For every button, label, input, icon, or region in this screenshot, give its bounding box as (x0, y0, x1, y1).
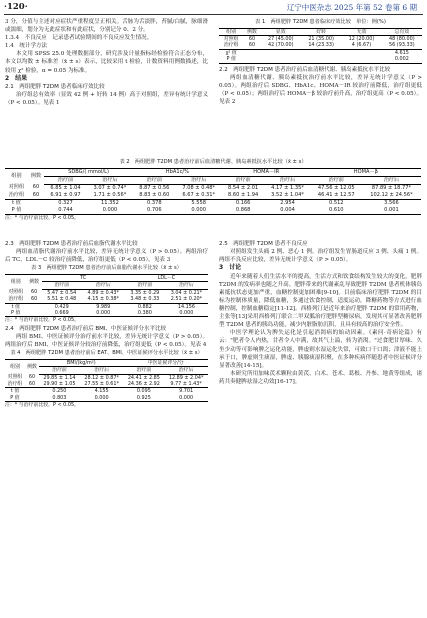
paragraph: 治疗组总有效率（显效 42 例 + 好转 14 例）高于对照组，差异有统计学意义（P < 0.05）。见表 1 (5, 92, 208, 107)
table-cell: 对照组 (8, 289, 24, 296)
table-row (5, 199, 421, 207)
table-cell: 0.380 (125, 310, 165, 317)
table-header: 无效 (341, 28, 381, 35)
table-cell: P 值 (5, 207, 28, 215)
table-cell: 0.882 (137, 303, 152, 310)
table-header: 治疗前 (42, 282, 82, 289)
table-cell: 治疗组 (219, 42, 243, 49)
table-cell: 4.17 ± 1.35* (271, 184, 304, 191)
table-row (5, 289, 208, 296)
table-header: 好转 (301, 28, 341, 35)
table-cell: 0.327 (58, 199, 73, 206)
section-heading: 3 讨论 (219, 264, 242, 272)
table-cell: 3.566 (384, 199, 399, 206)
table-cell: 5.558 (191, 199, 207, 206)
table-header: 治疗后 (164, 367, 208, 374)
table-cell: 0.706 (133, 207, 176, 215)
table-cell: 42 (70.00) (261, 42, 301, 49)
table-cell: χ² 值 (225, 49, 237, 56)
table-row (5, 192, 421, 200)
table-row (5, 374, 208, 381)
table-cell: 对照组 (7, 374, 23, 381)
table-header: TC (42, 274, 125, 281)
table-cell: 24.41 ± 2.85 (127, 374, 160, 381)
table-cell: 8.60 ± 1.94 (222, 192, 265, 200)
table-cell: 0.378 (147, 199, 162, 206)
table-header: 显效 (261, 28, 301, 35)
table-header: 组别 (219, 28, 243, 35)
table-cell: 9.701 (179, 388, 194, 395)
table-cell: 0.803 (39, 395, 80, 402)
table-row (5, 310, 208, 317)
table-cell: 11.352 (100, 199, 119, 206)
table-cell: 2.51 ± 0.20* (165, 296, 208, 303)
subsection-heading: 2.5 两组肥胖 T2DM 患者不良反应 (219, 241, 308, 247)
table-cell: 0.000 (87, 207, 133, 215)
table-header: 治疗后 (82, 282, 125, 289)
table-header: 治疗前 (311, 176, 362, 184)
table-cell: 3.35 ± 0.29 (130, 289, 160, 296)
table-header: 治疗后 (80, 367, 124, 374)
table-cell: P 值 (5, 395, 25, 402)
subsection-heading: 2.3 两组肥胖 T2DM 患者治疗前后血脂代谢水平比较 (5, 241, 138, 247)
table-cell: 0.669 (42, 310, 82, 317)
right-column-top (219, 18, 422, 106)
table-row (219, 36, 422, 43)
table-cell: 0.000 (164, 395, 208, 402)
table-cell: 21 (35.00) (308, 36, 334, 42)
table-header: BMI/(kg/m²) (39, 359, 123, 366)
table-header: LDL－C (125, 274, 208, 281)
table-header: 治疗后 (265, 176, 311, 184)
table-cell: 12.89 ± 2.04* (168, 374, 204, 381)
paragraph: 两组血清脂代谢治疗前水平比较，差异无统计学意义（P > 0.05）。两组治疗后 TC、LDL－C 较治疗前降低，治疗组更低（P < 0.05）。见表 3 (5, 249, 208, 264)
table-cell (27, 310, 42, 317)
table-cell: 治疗组 (5, 296, 27, 303)
table-row (5, 395, 208, 402)
table-cell: 5.47 ± 0.54 (47, 289, 77, 296)
table-cell: 0.744 (44, 207, 87, 215)
table-cell: 0.166 (235, 199, 251, 206)
subsection-heading: 2.4 两组肥胖 T2DM 患者治疗前后 BMI、中医证候评分水平比较 (5, 325, 166, 332)
table-row (5, 381, 208, 388)
table-cell: 12 (20.00) (348, 36, 375, 42)
table-cell: 0.429 (54, 303, 69, 310)
table-cell: 47.56 ± 12.05 (317, 184, 355, 191)
table-cell: P 值 (5, 310, 27, 317)
table-cell: 14.156 (177, 303, 195, 310)
table-header: 例数 (28, 168, 44, 184)
table-row (219, 49, 422, 56)
table-2-block (5, 158, 421, 222)
table-cell: 0.868 (222, 207, 265, 215)
table-cell: 8.54 ± 2.01 (228, 184, 259, 191)
table-cell: 4.615 (394, 49, 409, 56)
table-cell (25, 388, 39, 395)
paragraph: 本研究所用加味芪术颗粒由黄芪、白术、苍术、葛根、丹参、地黄等组成，诸药共奏健脾祛湿之功效[16-17]。 (219, 370, 422, 385)
table-4 (5, 359, 208, 402)
table-header: 例数 (27, 274, 42, 289)
table-cell: 29.90 ± 1.05 (39, 381, 80, 388)
table-header: SDBG/( mmol/L) (44, 168, 133, 176)
table-header: 例数 (25, 359, 39, 374)
table-cell: 对照组 (8, 184, 25, 191)
table-2 (5, 168, 421, 215)
table-note: 注：* 与治疗前比较，P < 0.05。 (5, 317, 79, 324)
table-header: 治疗后 (165, 282, 208, 289)
table-cell: 46.41 ± 12.57 (311, 192, 362, 200)
table-cell: 治疗组 (5, 192, 28, 200)
table-cell: 60 (27, 296, 42, 303)
table-cell: 0.925 (123, 395, 164, 402)
table-header: 治疗后 (362, 176, 421, 184)
table-1 (219, 28, 422, 64)
table-note: 注：* 与治疗前比较，P < 0.05。 (5, 214, 79, 221)
table-cell: 3.04 ± 0.21* (170, 289, 203, 296)
table-cell: 对照组 (223, 36, 239, 42)
table-header: HbA1c/% (133, 168, 222, 176)
table-header: 组别 (5, 168, 28, 184)
table-header: 治疗后 (176, 176, 222, 184)
table-cell: 0.000 (176, 207, 222, 215)
table-header: 治疗前 (39, 367, 80, 374)
table-header: 例数 (243, 28, 260, 35)
table-cell: 7.08 ± 0.48* (182, 184, 216, 191)
table-row (5, 388, 208, 395)
table-cell: 27.55 ± 0.61* (80, 381, 124, 388)
header-rule (4, 14, 423, 15)
table-cell: 60 (243, 42, 260, 49)
table-cell: 1.71 ± 0.56* (87, 192, 133, 200)
table-cell: 4.15 ± 0.38* (82, 296, 125, 303)
table-cell: 0.250 (52, 388, 67, 395)
table-cell: 0.001 (362, 207, 421, 215)
table-header: 治疗后 (87, 176, 133, 184)
table-cell: 48 (80.00) (389, 36, 415, 42)
left-column-bottom (5, 240, 208, 410)
table-cell: 87.89 ± 18.77* (371, 184, 412, 191)
table-cell (25, 395, 39, 402)
table-cell: 3.07 ± 0.74* (93, 184, 127, 191)
table-header: HOMA－IR (222, 168, 311, 176)
table-cell: 60 (28, 374, 36, 381)
table-caption: 表 4 两组肥胖 T2DM 患者治疗前后 EAT、BMI、中医证候评分水平比较（x̄ ± s） (10, 350, 203, 357)
table-cell: 4.89 ± 0.43* (87, 289, 119, 296)
table-row (5, 296, 208, 303)
table-cell: 0.095 (136, 388, 151, 395)
table-cell: 60 (31, 289, 38, 296)
table-cell: 0.004 (265, 207, 311, 215)
table-header: 治疗前 (44, 176, 87, 184)
paragraph: 两组血清糖代谢、胰岛素抵抗治疗前水平比较，差异无统计学意义（P > 0.05）。两组治疗后 SDBG、HbA1c、HOMA－IR 较治疗前降低，治疗组更低（P < 0.05）；两组治疗后 HOMA－β 较治疗前升高，治疗组更高（P < 0.05）。见表 2 (219, 74, 422, 105)
subsection-heading: 1.4 统计学方法 (5, 43, 48, 50)
table-cell: 28.12 ± 0.87* (84, 374, 119, 381)
table-cell: 0.000 (80, 395, 124, 402)
table-cell: t 值 (12, 199, 21, 206)
table-cell: 0.512 (328, 199, 344, 206)
table-cell: 6.85 ± 1.04 (50, 184, 81, 191)
table-cell: 29.85 ± 1.14 (43, 374, 76, 381)
paragraph: 对照组发生头痛 2 例、恶心 1 例。治疗组发生胃肠道反应 3 例、头痛 1 例。两组不良反应比较，差异无统计学意义（P > 0.05）。 (219, 249, 422, 264)
paragraph: 1.3.4 不良反应 记录患者试验期间的不良反应发生情况。 (5, 35, 153, 42)
right-column-bottom (219, 240, 422, 386)
table-3 (5, 274, 208, 317)
paragraph: 3 分，分值与主述对应症状严重程度呈正相关。舌脉为舌淡胖，苔腻/白腻，脉细滑或濡细，划分为无此症状和有此症状，分别记分 0、2 分。 (5, 19, 208, 34)
table-header: 治疗前 (125, 282, 165, 289)
subsection-heading: 2.2 两组肥胖 T2DM 患者治疗前后血清糖代谢、胰岛素抵抗水平比较 (219, 66, 391, 73)
subsection-heading: 2.1 两组肥胖 T2DM 患者临床疗效比较 (5, 84, 105, 91)
table-cell: 102.12 ± 24.56* (362, 192, 421, 200)
table-cell: 60 (32, 184, 40, 191)
table-cell: 60 (248, 36, 256, 42)
table-cell: 8.87 ± 0.56 (139, 184, 170, 191)
table-header: 治疗前 (222, 176, 265, 184)
table-row (5, 184, 421, 192)
page-number: ·120· (4, 2, 28, 12)
paragraph: 近年来随着人们生活水平的提高，生活方式和饮食结构发生较大的变化，肥胖 T2DM 的发病率也随之升高。肥胖带来的代谢紊乱导致肥胖 T2DM 患者机体胰岛素抵抗状态更加严重，血糖控制更加困难[9-10]。目前临床治疗肥胖 T2DM 的目标为控制体质量，降低血糖，多通过饮食控制，适度运动，降糖药物等方式进行血糖控制，控制血糖稳定[11-12]。西格列汀是近年来治疗肥胖 T2DM 的常用药物，主张等[13]采用西格列汀联合二甲双胍治疗肥胖型糖尿病，发现其可显著改善肥胖型 T2DM 患者的胰岛功能，减少内脏脂肪沉积，且具有较高的治疗安全性。 (219, 273, 422, 329)
table-cell: P 值 (219, 56, 243, 63)
table-header: 治疗前 (133, 176, 176, 184)
table-cell: 14 (23.33) (301, 42, 341, 49)
table-caption: 表 1 两组肥胖 T2DM 患者临床疗效比较 单位：例(%) (255, 19, 386, 25)
paragraph: 中医学理论认为脾失运化是引起消渴病的始动因素。《素问·奇病论篇》有云："肥者令人内热，甘者令人中满，故其气上溢，转为消渴。"过食肥甘厚味、久坐少动等可影响脾之运化功能，脾虚则水湿运化失常，可致口干口渴；津液不能上承于口，脾虚则生痰湿，脾虚、胰腺痰湿积聚，在多种疾病伴随患者中医证候评分显著改善[14-15]。 (219, 330, 422, 369)
left-column-top (5, 18, 208, 107)
table-cell: 8.83 ± 0.60 (133, 192, 176, 200)
paragraph: 两组 BMI、中医证候评分治疗前水平比较，差异无统计学意义（P > 0.05）。两组治疗后 BMI、中医证候评分较治疗前降低，治疗组更低（P < 0.05）。见表 4 (5, 334, 208, 349)
table-header: 总有效 (382, 28, 422, 35)
table-row (5, 303, 208, 310)
table-cell: t 值 (10, 388, 20, 395)
table-cell: 3.52 ± 1.04* (265, 192, 311, 200)
table-cell: 9.77 ± 1.43* (164, 381, 208, 388)
table-header: HOMA－β (311, 168, 421, 176)
table-cell: 27 (45.00) (267, 36, 294, 42)
table-cell: 56 (93.33) (382, 42, 422, 49)
table-caption: 表 3 两组肥胖 T2DM 患者治疗前后血脂代谢水平比较（x̄ ± s） (31, 265, 182, 272)
table-cell: 2.954 (280, 199, 295, 206)
table-cell: 5.51 ± 0.48 (42, 296, 82, 303)
table-cell: 0.002 (382, 56, 422, 63)
table-header: 中医证候评分/分 (123, 359, 208, 366)
table-caption: 表 2 两组肥胖 T2DM 患者治疗前后血清糖代谢、胰岛素抵抗水平比较（x̄ ± s） (119, 159, 307, 165)
table-cell: t 值 (11, 303, 20, 310)
table-note: 注：* 与治疗前比较，P < 0.05。 (5, 402, 79, 409)
table-cell: 3.48 ± 0.33 (125, 296, 165, 303)
table-cell: 4 (6.67) (341, 42, 381, 49)
table-header: 组别 (5, 274, 27, 289)
paragraph: 本文用 SPSS 25.0 处理数据部分，研究涉及计量指标经检验符合正态分布，本文以均数 ± 标准差（x̄ ± s）表示，比较采用 t 检验，计数资料用例数描述，比较用 χ² 检验，α = 0.05 为标准。 (5, 51, 208, 74)
table-cell: 治疗组 (5, 381, 25, 388)
table-cell: 0.000 (82, 310, 125, 317)
table-row (219, 56, 422, 63)
table-cell: 60 (25, 381, 39, 388)
table-cell: 0.000 (165, 310, 208, 317)
table-cell: 4.155 (94, 388, 109, 395)
table-cell (27, 303, 42, 310)
table-cell: 24.36 ± 2.92 (123, 381, 164, 388)
table-header: 治疗前 (123, 367, 164, 374)
section-heading: 2 结果 (5, 74, 28, 82)
table-cell (28, 199, 44, 207)
table-cell: 0.610 (311, 207, 362, 215)
table-cell: 60 (28, 192, 44, 200)
table-cell: 6.91 ± 0.97 (44, 192, 87, 200)
table-cell: 9.989 (96, 303, 111, 310)
table-row (219, 42, 422, 49)
running-header: 辽宁中医杂志 2025 年第 52 卷第 6 期 (286, 3, 417, 12)
table-row (5, 207, 421, 215)
table-header: 组别 (5, 359, 25, 374)
table-cell: 6.67 ± 0.31* (176, 192, 222, 200)
table-cell (28, 207, 44, 215)
